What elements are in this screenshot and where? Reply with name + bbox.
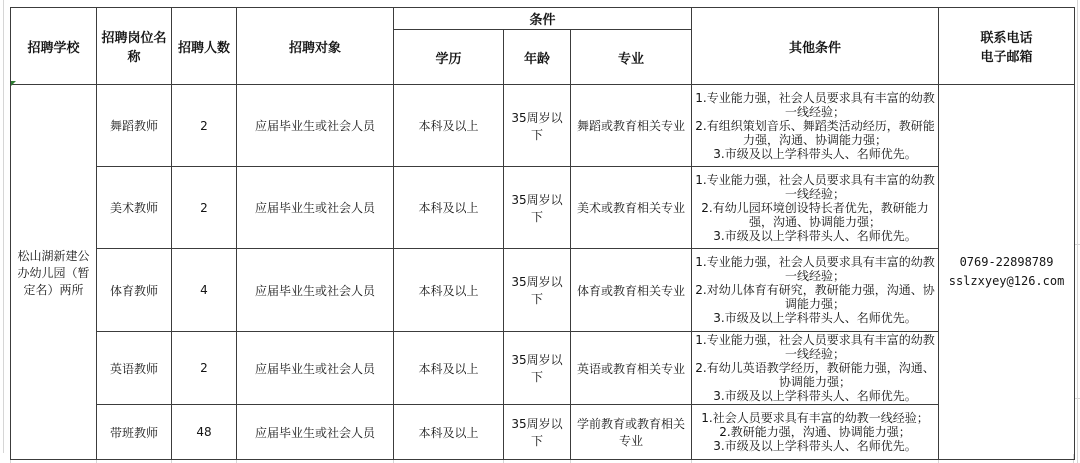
- condition-line: 3.市级及以上学科带头人、名师优先。: [713, 439, 917, 453]
- table-row: [11, 405, 1075, 460]
- target-cell: 应届毕业生或社会人员: [237, 405, 394, 460]
- condition-line: 1.专业能力强，社会人员要求具有丰富的幼教一线经验；: [695, 255, 935, 283]
- other-conditions-cell: [692, 167, 939, 249]
- major-cell: 学前教育或教育相关专业: [571, 405, 692, 460]
- other-conditions-cell: [692, 405, 939, 460]
- position-cell: 舞蹈教师: [97, 85, 172, 167]
- major-cell: 体育或教育相关专业: [571, 249, 692, 332]
- other-conditions-cell: [692, 85, 939, 167]
- education-cell: 本科及以上: [394, 167, 504, 249]
- other-conditions-cell: [692, 332, 939, 405]
- header-conditions-group: 条件: [394, 8, 692, 30]
- header-count: 招聘人数: [172, 8, 237, 85]
- age-cell: 35周岁以下: [504, 249, 571, 332]
- education-cell: 本科及以上: [394, 85, 504, 167]
- count-cell: 2: [172, 332, 237, 405]
- condition-line: 3.市级及以上学科带头人、名师优先。: [713, 146, 917, 161]
- header-position: 招聘岗位名称: [97, 8, 172, 85]
- major-cell: 舞蹈或教育相关专业: [571, 85, 692, 167]
- contact-phone: 0769-22898789: [959, 255, 1054, 269]
- count-cell: 2: [172, 85, 237, 167]
- gridline-left: [3, 0, 4, 453]
- position-cell: 英语教师: [97, 332, 172, 405]
- condition-line: 2.对幼儿体育有研究，教研能力强，沟通、协调能力强；: [695, 283, 935, 311]
- count-cell: 4: [172, 249, 237, 332]
- gridline-right: [1077, 0, 1078, 463]
- condition-line: 1.专业能力强，社会人员要求具有丰富的幼教一线经验；: [695, 90, 935, 119]
- condition-line: 3.市级及以上学科带头人、名师优先。: [713, 228, 917, 243]
- condition-line: 1.专业能力强，社会人员要求具有丰富的幼教一线经验；: [695, 172, 935, 201]
- target-cell: 应届毕业生或社会人员: [237, 167, 394, 249]
- position-cell: 美术教师: [97, 167, 172, 249]
- age-cell: 35周岁以下: [504, 85, 571, 167]
- education-cell: 本科及以上: [394, 405, 504, 460]
- major-cell: 英语或教育相关专业: [571, 332, 692, 405]
- header-contact: [939, 8, 1075, 85]
- major-cell: 美术或教育相关专业: [571, 167, 692, 249]
- table-row: [11, 332, 1075, 405]
- condition-line: 2.有幼儿园环境创设特长者优先，教研能力强，沟通、协调能力强；: [701, 200, 929, 229]
- count-cell: 2: [172, 167, 237, 249]
- other-conditions-cell: [692, 249, 939, 332]
- header-contact-email: 电子邮箱: [980, 50, 1033, 65]
- header-school: 招聘学校: [11, 8, 97, 85]
- header-other-conditions: 其他条件: [692, 8, 939, 85]
- condition-line: 3.市级及以上学科带头人、名师优先。: [713, 311, 917, 325]
- table-row: [11, 85, 1075, 167]
- target-cell: 应届毕业生或社会人员: [237, 85, 394, 167]
- green-corner-marker: [11, 81, 16, 86]
- table-row: [11, 167, 1075, 249]
- age-cell: 35周岁以下: [504, 332, 571, 405]
- position-cell: 体育教师: [97, 249, 172, 332]
- count-cell: 48: [172, 405, 237, 460]
- condition-line: 1.社会人员要求具有丰富的幼教一线经验；: [701, 411, 929, 425]
- position-cell: 带班教师: [97, 405, 172, 460]
- contact-cell: [939, 85, 1075, 460]
- header-major: 专业: [571, 30, 692, 85]
- header-education: 学历: [394, 30, 504, 85]
- contact-email: sslzxyey@126.com: [948, 274, 1065, 288]
- education-cell: 本科及以上: [394, 332, 504, 405]
- school-name-cell: 松山湖新建公办幼儿园（暂定名）两所: [11, 85, 97, 460]
- education-cell: 本科及以上: [394, 249, 504, 332]
- condition-line: 2.有幼儿英语教学经历，教研能力强，沟通、协调能力强；: [695, 361, 935, 389]
- target-cell: 应届毕业生或社会人员: [237, 332, 394, 405]
- header-target: 招聘对象: [237, 8, 394, 85]
- condition-line: 2.有组织策划音乐、舞蹈类活动经历，教研能力强，沟通、协调能力强；: [695, 118, 935, 147]
- age-cell: 35周岁以下: [504, 405, 571, 460]
- target-cell: 应届毕业生或社会人员: [237, 249, 394, 332]
- condition-line: 2.教研能力强，沟通、协调能力强；: [719, 425, 911, 439]
- header-contact-phone: 联系电话: [980, 31, 1033, 46]
- header-age: 年龄: [504, 30, 571, 85]
- age-cell: 35周岁以下: [504, 167, 571, 249]
- condition-line: 3.市级及以上学科带头人、名师优先。: [713, 389, 917, 403]
- recruitment-table: [10, 7, 1075, 460]
- condition-line: 1.专业能力强，社会人员要求具有丰富的幼教一线经验；: [695, 333, 935, 361]
- table-row: [11, 249, 1075, 332]
